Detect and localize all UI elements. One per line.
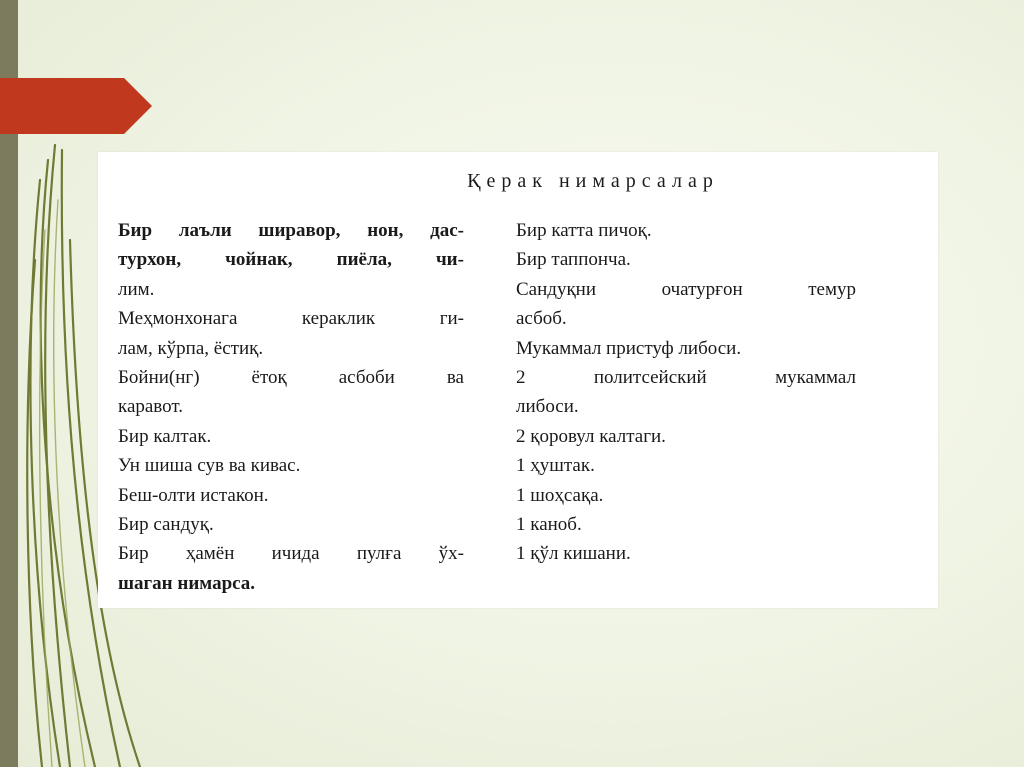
left-column — [118, 216, 464, 598]
text-line: 1 шоҳсақа. — [516, 484, 604, 506]
text-line: лим. — [118, 278, 155, 300]
text-line: 1 каноб. — [516, 514, 582, 536]
text-line: турхон, чойнак, пиёла, чи- — [118, 249, 464, 271]
text-line: шаган нимарса. — [118, 572, 256, 594]
text-line: Бир сандуқ. — [118, 514, 214, 536]
right-column — [516, 216, 856, 569]
text-line: 1 ҳуштак. — [516, 455, 595, 477]
text-line: Мукаммал пристуф либоси. — [516, 337, 742, 359]
text-line: либоси. — [516, 396, 579, 418]
text-line: 2 политсейский мукаммал — [516, 367, 856, 389]
text-line: 2 қоровул калтаги. — [516, 425, 666, 447]
scanned-document — [98, 152, 938, 608]
text-line: Бойни(нг) ётоқ асбоби ва — [118, 367, 464, 389]
text-line: Ун шиша сув ва кивас. — [118, 455, 301, 477]
text-line: Беш-олти истакон. — [118, 484, 269, 506]
text-line: лам, кўрпа, ёстиқ. — [118, 337, 264, 359]
text-line: Бир калтак. — [118, 425, 212, 447]
text-line: асбоб. — [516, 308, 567, 330]
text-line: Бир катта пичоқ. — [516, 220, 652, 241]
text-line: Бир ҳамён ичида пулға ўх- — [118, 543, 464, 565]
text-line: Бир лаъли ширавор, нон, дас- — [118, 220, 464, 241]
text-line: Меҳмонхонага кераклик ги- — [118, 308, 464, 330]
red-arrow-shape — [0, 78, 152, 134]
text-line: каравот. — [118, 396, 184, 418]
text-line: 1 қўл кишани. — [516, 543, 631, 565]
text-line: Бир таппонча. — [516, 249, 631, 271]
document-title: Қерак нимарсалар — [467, 170, 719, 192]
text-line: Сандуқни очатурғон темур — [516, 278, 856, 300]
